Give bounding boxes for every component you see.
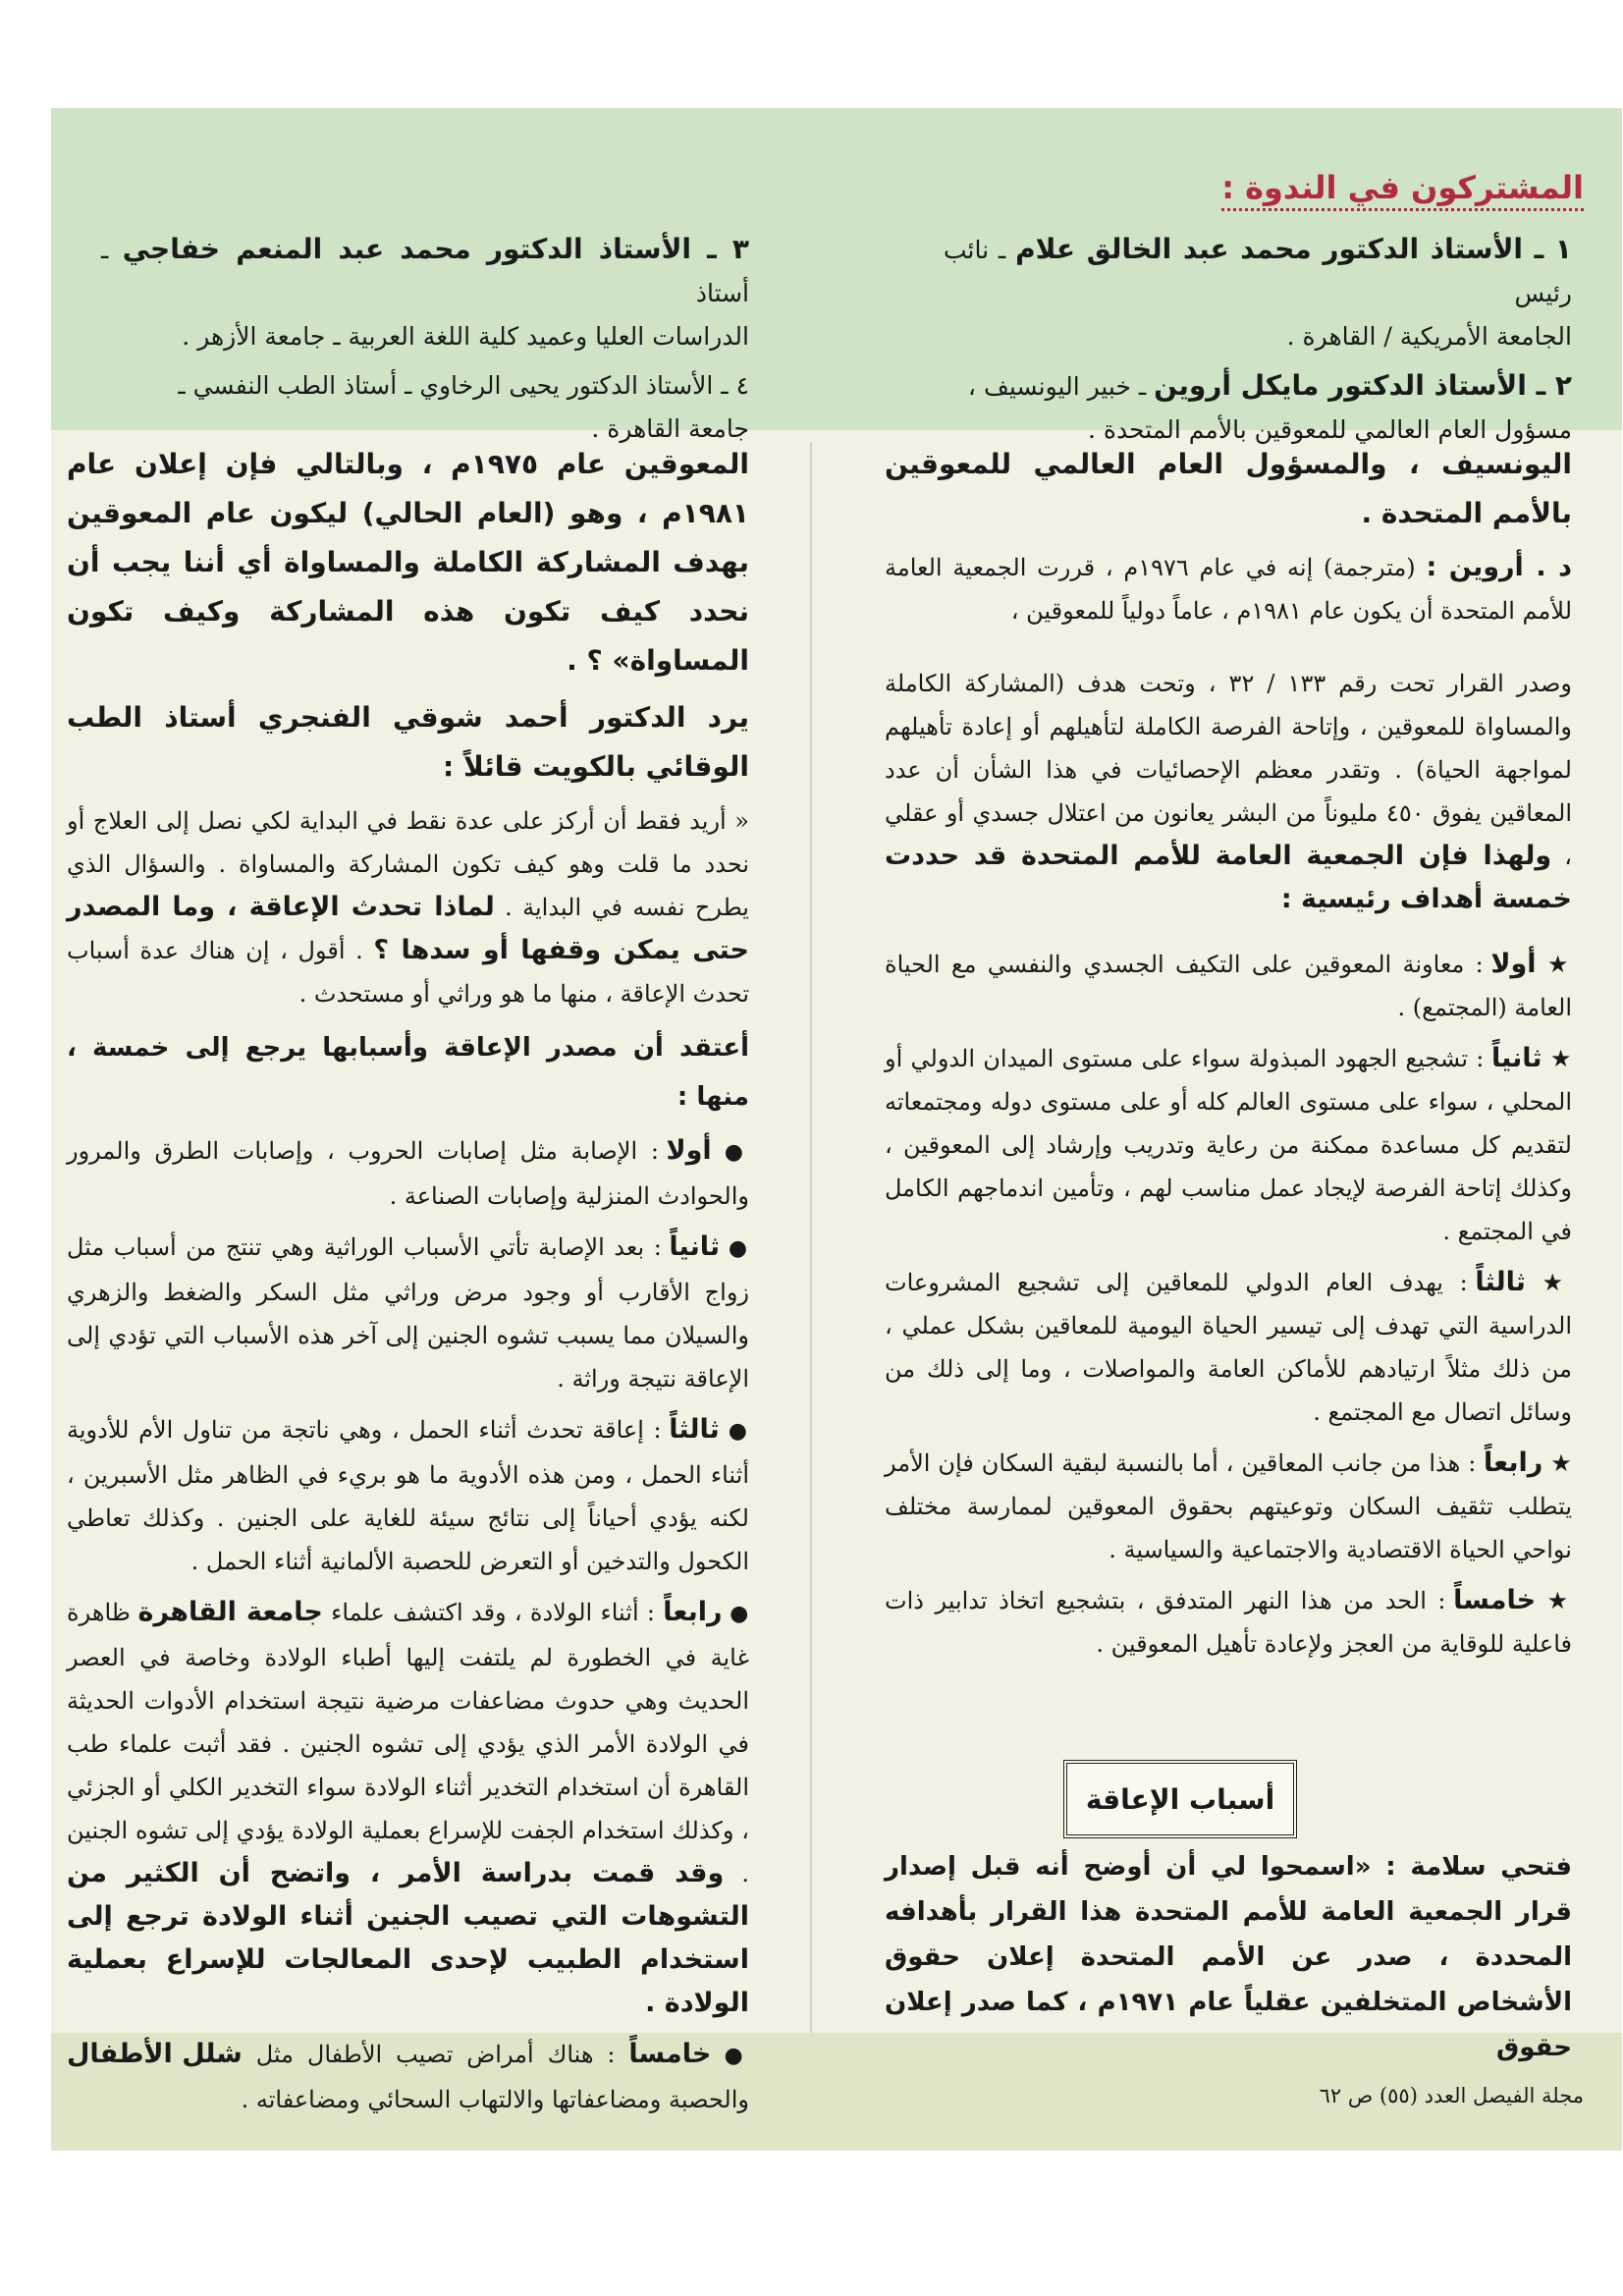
participant-1 [944, 228, 1572, 315]
cause-1-label: أولا [666, 1135, 712, 1166]
cause-3-text: : إعاقة تحدث أثناء الحمل ، وهي ناتجة من تناول الأم للأدوية أثناء الحمل ، ومن هذه الأدوية ما هو بريء في الظاهر مثل الأسبرين ، لكنه يؤدي أحياناً إلى نتائج سيئة للغاية على الجنين . وكذلك تعاطي الكحول والتدخين أو التعرض للحصبة الألمانية أثناء الحمل . [67, 1416, 750, 1575]
star-icon: ★ [1525, 1269, 1572, 1296]
cause-5-label: خامساً [628, 2039, 712, 2069]
bullet-icon: ● [711, 1140, 749, 1165]
participant-2-name: ٢ ـ الأستاذ الدكتور مايكل أروين [1154, 369, 1572, 402]
star-icon: ★ [1542, 1045, 1572, 1072]
irwin-text: (مترجمة) إنه في عام ١٩٧٦م ، قررت الجمعية العامة للأمم المتحدة أن يكون عام ١٩٨١م ، عاماً دولياً للمعوقين ، [885, 554, 1572, 625]
cause-1-text: : الإصابة مثل إصابات الحروب ، وإصابات الطرق والمرور والحوادث المنزلية وإصابات الصناعة . [67, 1137, 749, 1210]
cause-4-text-b: ظاهرة غاية في الخطورة لم يلتفت إليها أطباء الولادة وخاصة في العصر الحديث وهي حدوث مضاعفات مرضية نتيجة استخدام الأدوات الحديثة في الولادة الأمر الذي يؤدي إلى تشوه الجنين . فقد أثبت علماء طب القاهرة أن استخدام التخدير أثناء الولادة سواء التخدير الكلي أو الجزئي ، وكذلك استخدام الجفت للإسراع بعملية الولادة يؤدي إلى تشوه الجنين . [67, 1599, 749, 1887]
fathi-paragraph-block [885, 1844, 1572, 2078]
irwin-label: د . أروين : [1426, 552, 1572, 582]
goal-2-label: ثانياً [1490, 1043, 1542, 1073]
cause-4 [67, 1591, 749, 2025]
participant-2-role-a: ـ خبير اليونسيف ، [967, 372, 1155, 401]
right-column [885, 440, 1572, 1673]
footer-citation: مجلة الفيصل العدد (٥٥) ص ٦٢ [1319, 2084, 1584, 2107]
cause-3 [67, 1408, 749, 1583]
cause-1 [67, 1129, 749, 1218]
cause-3-label: ثالثاً [669, 1414, 720, 1445]
participants-right [944, 228, 1572, 452]
goal-1 [885, 943, 1572, 1029]
quote-paragraph [67, 799, 749, 1015]
bullet-icon: ● [719, 1419, 749, 1444]
goal-1-label: أولا [1490, 949, 1537, 979]
goal-5 [885, 1579, 1572, 1666]
goal-4 [885, 1442, 1572, 1571]
participant-2 [944, 364, 1572, 409]
cause-4-label: رابعاً [663, 1597, 723, 1627]
resolution-bold: ولهذا فإن الجمعية العامة للأمم المتحدة قد حددت خمسة أهداف رئيسية : [885, 841, 1572, 914]
reply-paragraph: يرد الدكتور أحمد شوقي الفنجري أستاذ الطب الوقائي بالكويت قائلاً : [67, 701, 749, 783]
continuation-paragraph: المعوقين عام ١٩٧٥م ، وبالتالي فإن إعلان عام ١٩٨١م ، وهو (العام الحالي) ليكون عام المعوقين بهدف المشاركة الكاملة والمساواة أي أننا يجب أن نحدد كيف تكون هذه المشاركة وكيف تكون المساواة» ؟ . [67, 448, 749, 677]
bullet-icon: ● [722, 1602, 749, 1626]
bullet-icon: ● [711, 2044, 749, 2068]
cause-5-text-a: : هناك أمراض تصيب الأطفال مثل [242, 2041, 629, 2068]
irwin-paragraph [885, 546, 1572, 632]
participant-1-name: ١ ـ الأستاذ الدكتور محمد عبد الخالق علام [1015, 233, 1572, 265]
goal-3-text: : يهدف العام الدولي للمعاقين إلى تشجيع المشروعات الدراسية التي تهدف إلى تيسير الحياة اليومية للمعاقين بشكل عملي ، من ذلك مثلاً ارتيادهم للأماكن العامة والمواصلات ، وما إلى ذلك من وسائل اتصال مع المجتمع . [885, 1269, 1572, 1426]
resolution-paragraph [885, 662, 1572, 921]
participant-2-role-b: مسؤول العام العالمي للمعوقين بالأمم المتحدة . [1088, 415, 1572, 444]
goal-4-label: رابعاً [1483, 1448, 1543, 1478]
cause-5 [67, 2033, 749, 2121]
goal-3-label: ثالثاً [1475, 1267, 1526, 1297]
participant-4-b: جامعة القاهرة . [591, 414, 749, 443]
cause-2-label: ثانياً [669, 1231, 720, 1262]
participants-heading: المشتركون في الندوة : [1221, 169, 1584, 211]
participant-4-a: ٤ ـ الأستاذ الدكتور يحيى الرخاوي ـ أستاذ الطب النفسي ـ [178, 371, 749, 400]
quote-bold: لماذا تحدث الإعاقة ، وما المصدر حتى يمكن وقفها أو سدها ؟ [67, 892, 749, 965]
star-icon: ★ [1542, 1449, 1572, 1477]
goal-2 [885, 1037, 1572, 1253]
participant-3-role-a: ـ أستاذ [101, 236, 749, 307]
quote-tail: . أقول ، إن هناك عدة أسباب تحدث الإعاقة ، منها ما هو وراثي أو مستحدث . [67, 937, 749, 1008]
goal-4-text: : هذا من جانب المعاقين ، أما بالنسبة لبقية السكان فإن الأمر يتطلب تثقيف السكان وتوعيتهم بحقوق المعوقين لممارسة مختلف نواحي الحياة الاقتصادية والاجتماعية والسياسية . [885, 1449, 1572, 1563]
cause-2-text: : بعد الإصابة تأتي الأسباب الوراثية وهي تنتج من أسباب مثل زواج الأقارب أو وجود مرض وراثي مثل السكر والضغط والزهري والسيلان مما يسبب تشوه الجنين إلى آخر هذه الأسباب التي تؤدي إلى الإعاقة نتيجة وراثة . [67, 1233, 749, 1393]
quote-text: « أريد فقط أن أركز على عدة نقط في البداية لكي نصل إلى العلاج أو نحدد ما قلت وهو كيف تكون المشاركة والمساواة . والسؤال الذي يطرح نفسه في البداية . [67, 807, 749, 921]
cause-2 [67, 1226, 749, 1400]
star-icon: ★ [1536, 951, 1573, 978]
bullet-icon: ● [720, 1236, 749, 1261]
goal-5-label: خامساً [1453, 1585, 1537, 1615]
intro-paragraph: اليونسيف ، والمسؤول العام العالمي للمعوقين بالأمم المتحدة . [885, 448, 1572, 529]
goal-1-text: : معاونة المعوقين على التكيف الجسدي والنفسي مع الحياة العامة (المجتمع) . [885, 951, 1572, 1021]
fathi-paragraph: فتحي سلامة : «اسمحوا لي أن أوضح أنه قبل إصدار قرار الجمعية العامة للأمم المتحدة هذا القرار بأهدافه المحددة ، صدر عن الأمم المتحدة إعلان حقوق الأشخاص المتخلفين عقلياً عام ١٩٧١م ، كما صدر إعلان حقوق [885, 1852, 1572, 2062]
participant-1-role-b: الجامعة الأمريكية / القاهرة . [1286, 322, 1572, 351]
goal-3 [885, 1261, 1572, 1434]
participant-3-name: ٣ ـ الأستاذ الدكتور محمد عبد المنعم خفاجي [122, 233, 749, 265]
goal-5-text: : الحد من هذا النهر المتدفق ، بتشجيع اتخاذ تدابير ذات فاعلية للوقاية من العجز ولإعادة تأهيل المعوقين . [885, 1587, 1572, 1658]
participant-3-role-b: الدراسات العليا وعميد كلية اللغة العربية ـ جامعة الأزهر . [182, 322, 749, 351]
left-column [67, 440, 749, 2129]
column-divider [810, 442, 812, 2033]
goal-2-text: : تشجيع الجهود المبذولة سواء على مستوى الميدان الدولي أو المحلي ، سواء على مستوى العالم كله أو على مستوى دوله ومجتمعاته لتقديم كل مساعدة ممكنة من رعاية وتدريب وإرشاد إلى المعوقين ، وكذلك إتاحة الفرصة لإيجاد عمل مناسب لهم ، وتأمين اندماجهم الكامل في المجتمع . [885, 1045, 1572, 1245]
resolution-text: وصدر القرار تحت رقم ١٣٣ / ٣٢ ، وتحت هدف (المشاركة الكاملة والمساواة للمعوقين ، وإتاحة الفرصة الكاملة لتأهيلهم أو إعادة تأهيلهم لمواجهة الحياة) . وتقدر معظم الإحصائيات في هذا الشأن أن عدد المعاقين يفوق ٤٥٠ مليوناً من البشر يعانون من اعتلال جسدي أو عقلي ، [885, 670, 1573, 870]
section-title: أسباب الإعاقة [1085, 1782, 1275, 1816]
cause-4-bold-b: وقد قمت بدراسة الأمر ، واتضح أن الكثير من التشوهات التي تصيب الجنين أثناء الولادة ترجع إلى استخدام الطبيب لإحدى المعالجات للإسراع بعملية الولادة . [67, 1858, 749, 2018]
cause-5-bold: شلل الأطفال [67, 2039, 243, 2069]
cause-5-text-b: والحصبة ومضاعفاتها والالتهاب السحائي ومضاعفاته . [241, 2086, 749, 2113]
section-title-box [1063, 1760, 1297, 1838]
cause-4-text-a: : أثناء الولادة ، وقد اكتشف علماء [322, 1599, 664, 1626]
star-icon: ★ [1536, 1587, 1572, 1614]
cause-4-bold-a: جامعة القاهرة [137, 1597, 323, 1627]
participants-left [101, 228, 749, 451]
causes-heading: أعتقد أن مصدر الإعاقة وأسبابها يرجع إلى خمسة ، منها : [67, 1033, 749, 1112]
participant-1-role-a: ـ نائب رئيس [944, 236, 1572, 307]
participant-3 [101, 228, 749, 315]
